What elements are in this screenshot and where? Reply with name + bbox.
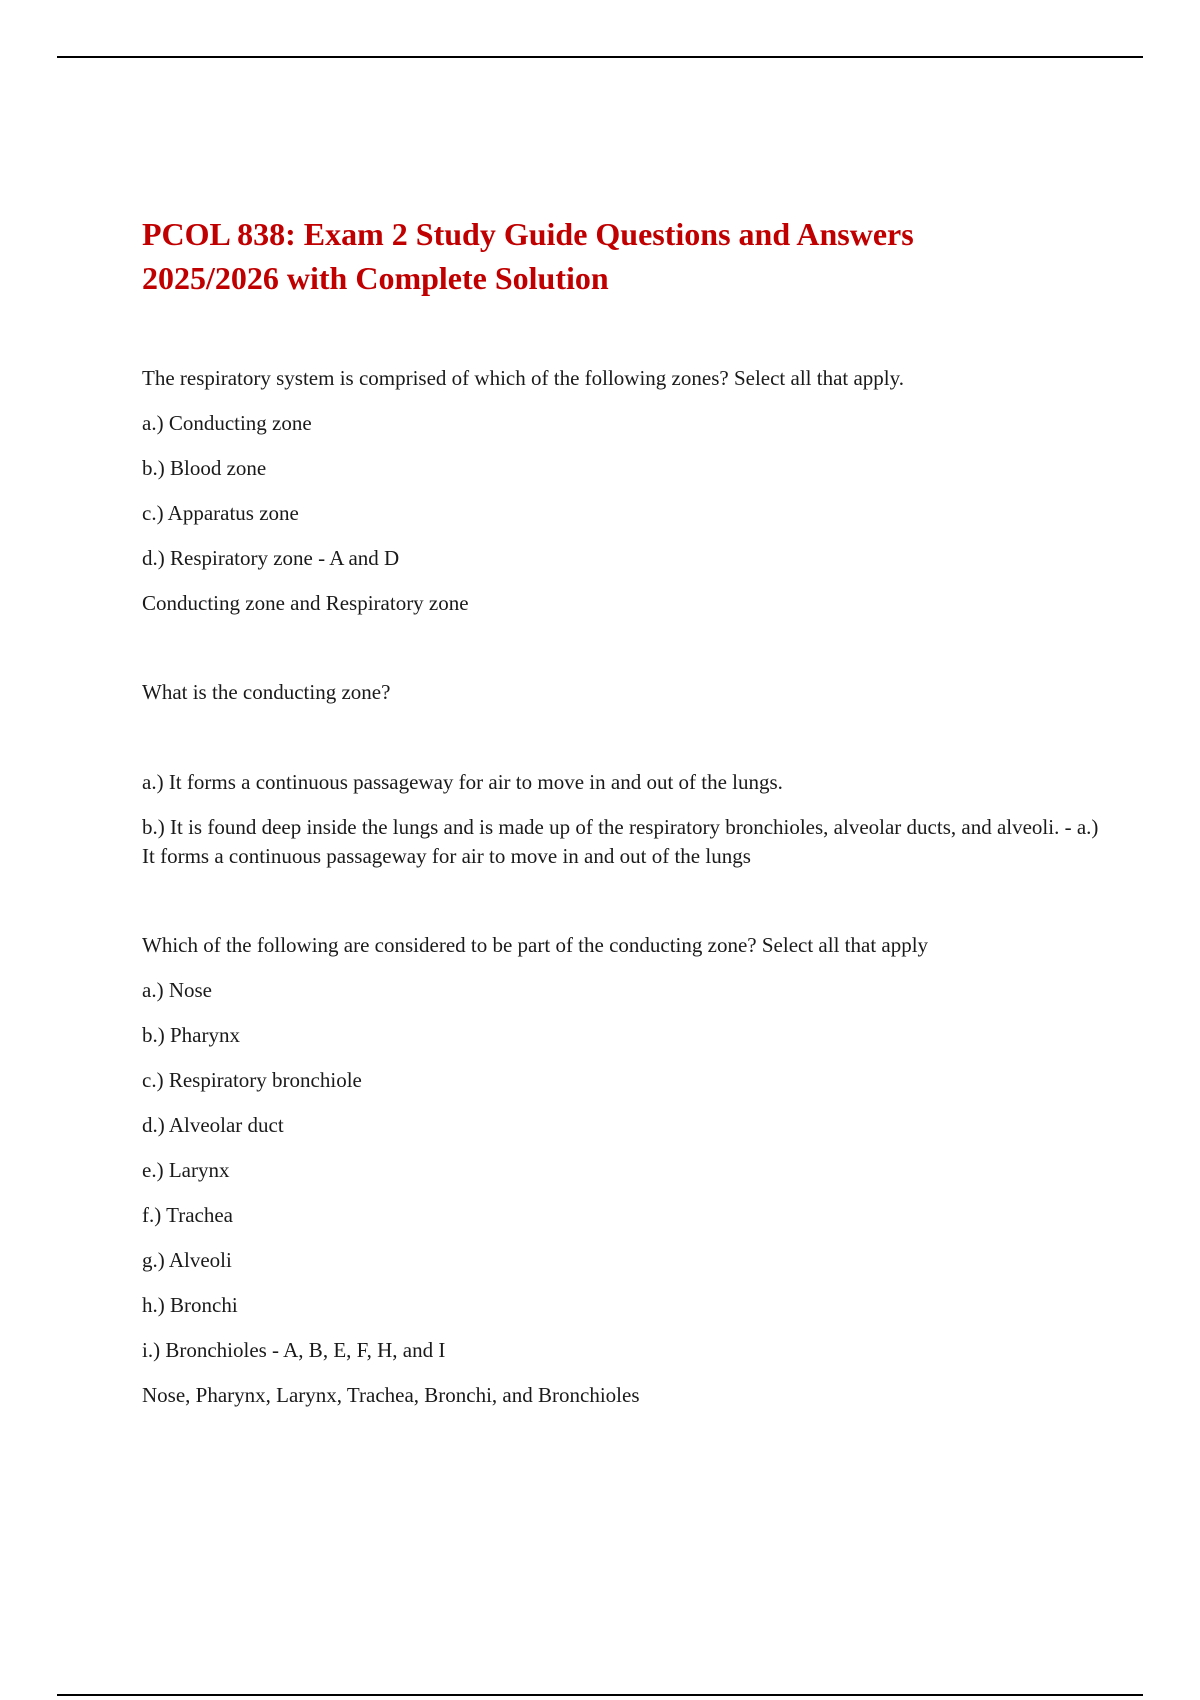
- answer-text: Conducting zone and Respiratory zone: [142, 591, 469, 615]
- question-block-1: [142, 364, 1102, 618]
- answer-option: d.) Respiratory zone - A and D: [142, 546, 400, 570]
- question-text: What is the conducting zone?: [142, 680, 391, 704]
- header-rule: [57, 56, 1143, 58]
- answer-option: c.) Apparatus zone: [142, 501, 299, 525]
- question-block-3: [142, 931, 1102, 1410]
- answer-option: d.) Alveolar duct: [142, 1113, 284, 1137]
- question-text: The respiratory system is comprised of which of the following zones? Select all that apply.: [142, 366, 905, 390]
- answer-option: c.) Respiratory bronchiole: [142, 1068, 362, 1092]
- answer-option: b.) Blood zone: [142, 456, 267, 480]
- answer-option: e.) Larynx: [142, 1158, 230, 1182]
- answer-option: i.) Bronchioles - A, B, E, F, H, and I: [142, 1338, 446, 1362]
- question-text: Which of the following are considered to be part of the conducting zone? Select all that apply: [142, 933, 929, 957]
- title-line: PCOL 838: Exam 2 Study Guide Questions and Answers: [142, 216, 914, 252]
- answer-option: g.) Alveoli: [142, 1248, 232, 1272]
- answer-option: f.) Trachea: [142, 1203, 233, 1227]
- answer-text: Nose, Pharynx, Larynx, Trachea, Bronchi, and Bronchioles: [142, 1383, 640, 1407]
- answer-option: a.) Conducting zone: [142, 411, 312, 435]
- answer-option: b.) Pharynx: [142, 1023, 240, 1047]
- document-title: [142, 212, 1102, 300]
- footer-rule: [57, 1694, 1143, 1696]
- question-block-2: [142, 678, 1102, 871]
- title-line: 2025/2026 with Complete Solution: [142, 260, 609, 296]
- answer-option: a.) It forms a continuous passageway for air to move in and out of the lungs.: [142, 770, 783, 794]
- answer-option: a.) Nose: [142, 978, 212, 1002]
- document-body: [142, 212, 1102, 1410]
- answer-option: b.) It is found deep inside the lungs and is made up of the respiratory bronchioles, alveolar ducts, and alveoli. - a.) It forms a continuous passageway for air to move in and out of the lungs: [142, 815, 1099, 868]
- answer-option: h.) Bronchi: [142, 1293, 238, 1317]
